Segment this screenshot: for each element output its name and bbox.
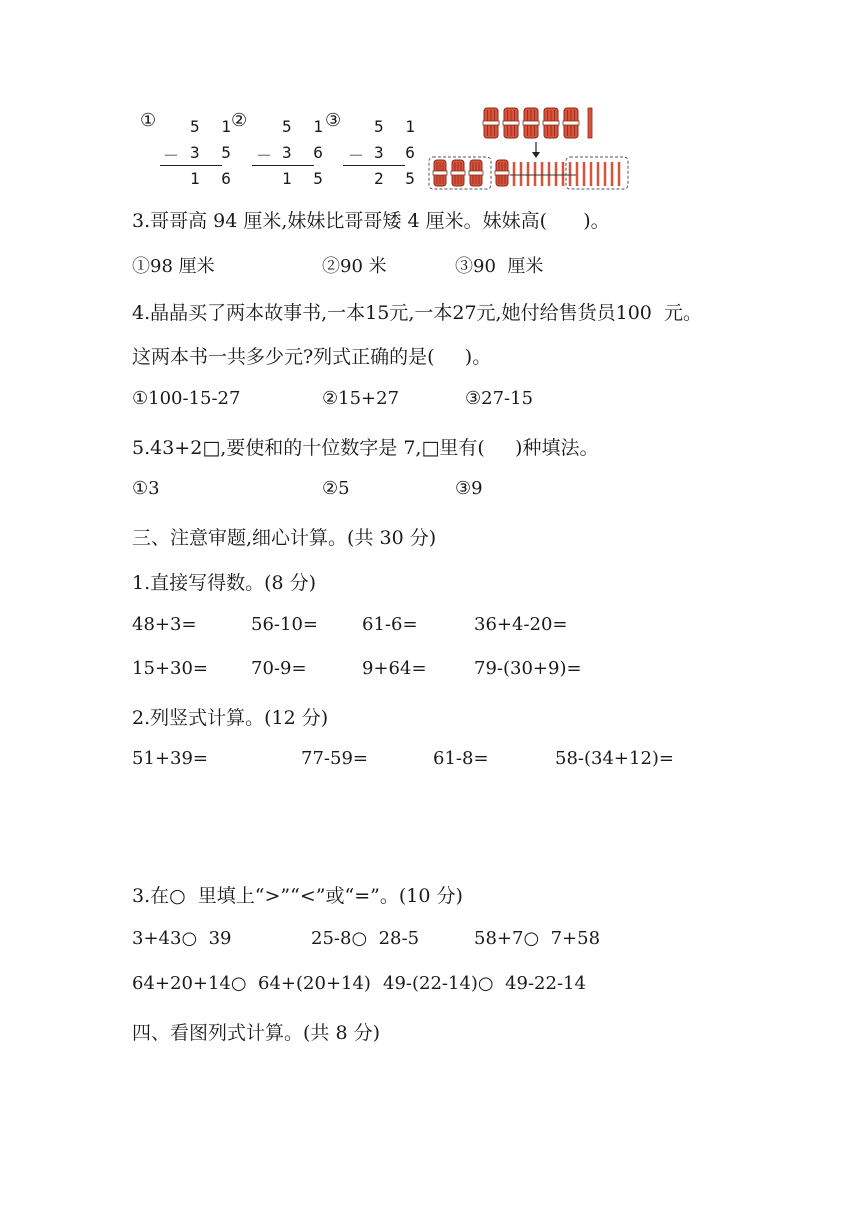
q3-option-3: ③90 厘米 <box>455 256 544 277</box>
p2-item: 51+39= <box>132 748 208 769</box>
q3-option-2: ②90 米 <box>322 256 387 277</box>
p1-row2-item: 9+64= <box>362 658 427 679</box>
vertical-1-line <box>160 165 222 166</box>
vertical-3-result: 2 5 <box>374 169 421 188</box>
vertical-1-top: 5 1 <box>190 117 237 136</box>
p1-row1-item: 36+4-20= <box>474 614 568 635</box>
p3-row1-item: 3+43○ 39 <box>132 928 232 949</box>
q3-option-1: ①98 厘米 <box>132 256 215 277</box>
p3-row1-item: 25-8○ 28-5 <box>311 928 420 949</box>
p3-row2-item: 49-(22-14)○ 49-22-14 <box>383 973 586 994</box>
vertical-3-op: － <box>348 146 365 165</box>
vertical-3-line <box>343 165 405 166</box>
vertical-3-top: 5 1 <box>374 117 421 136</box>
vertical-2-top: 5 1 <box>282 117 329 136</box>
p1-row2-item: 79-(30+9)= <box>474 658 582 679</box>
vertical-1-bottom: 3 5 <box>190 143 237 162</box>
q5-option-2: ②5 <box>322 478 350 499</box>
q5-option-3: ③9 <box>455 478 483 499</box>
vertical-2-line <box>252 165 314 166</box>
p1-row2-item: 15+30= <box>132 658 208 679</box>
circled-3: ③ <box>325 110 342 131</box>
q4-option-2: ②15+27 <box>322 388 400 409</box>
p1-row1-item: 56-10= <box>251 614 318 635</box>
p1-row2-item: 70-9= <box>251 658 307 679</box>
vertical-3-bottom: 3 6 <box>374 143 421 162</box>
circled-2: ② <box>231 110 248 131</box>
part-3-title: 3.在○ 里填上“>”“<”或“=”。(10 分) <box>132 885 463 907</box>
circled-1: ① <box>140 110 157 131</box>
vertical-1-result: 1 6 <box>190 169 237 188</box>
q5-text: 5.43+2□,要使和的十位数字是 7,□里有( )种填法。 <box>132 437 599 459</box>
p2-item: 61-8= <box>433 748 489 769</box>
vertical-2-bottom: 3 6 <box>282 143 329 162</box>
vertical-2-result: 1 5 <box>282 169 329 188</box>
q4-option-3: ③27-15 <box>465 388 534 409</box>
vertical-2-op: － <box>256 146 273 165</box>
q4-text-2: 这两本书一共多少元?列式正确的是( )。 <box>132 346 492 368</box>
vertical-1-op: － <box>163 146 180 165</box>
q4-text-1: 4.晶晶买了两本故事书,一本15元,一本27元,她付给售货员100 元。 <box>132 302 702 324</box>
part-2-title: 2.列竖式计算。(12 分) <box>132 707 329 729</box>
p3-row1-item: 58+7○ 7+58 <box>474 928 601 949</box>
q3-text: 3.哥哥高 94 厘米,妹妹比哥哥矮 4 厘米。妹妹高( )。 <box>132 210 610 232</box>
p1-row1-item: 61-6= <box>362 614 418 635</box>
q4-option-1: ①100-15-27 <box>132 388 241 409</box>
q5-option-1: ①3 <box>132 478 160 499</box>
p3-row2-item: 64+20+14○ 64+(20+14) <box>132 973 371 994</box>
p1-row1-item: 48+3= <box>132 614 197 635</box>
p2-item: 77-59= <box>301 748 368 769</box>
part-1-title: 1.直接写得数。(8 分) <box>132 572 317 594</box>
sticks-bundle-figure <box>426 104 636 194</box>
section-3-title: 三、注意审题,细心计算。(共 30 分) <box>132 527 437 549</box>
p2-item: 58-(34+12)= <box>555 748 675 769</box>
section-4-title: 四、看图列式计算。(共 8 分) <box>132 1022 380 1044</box>
